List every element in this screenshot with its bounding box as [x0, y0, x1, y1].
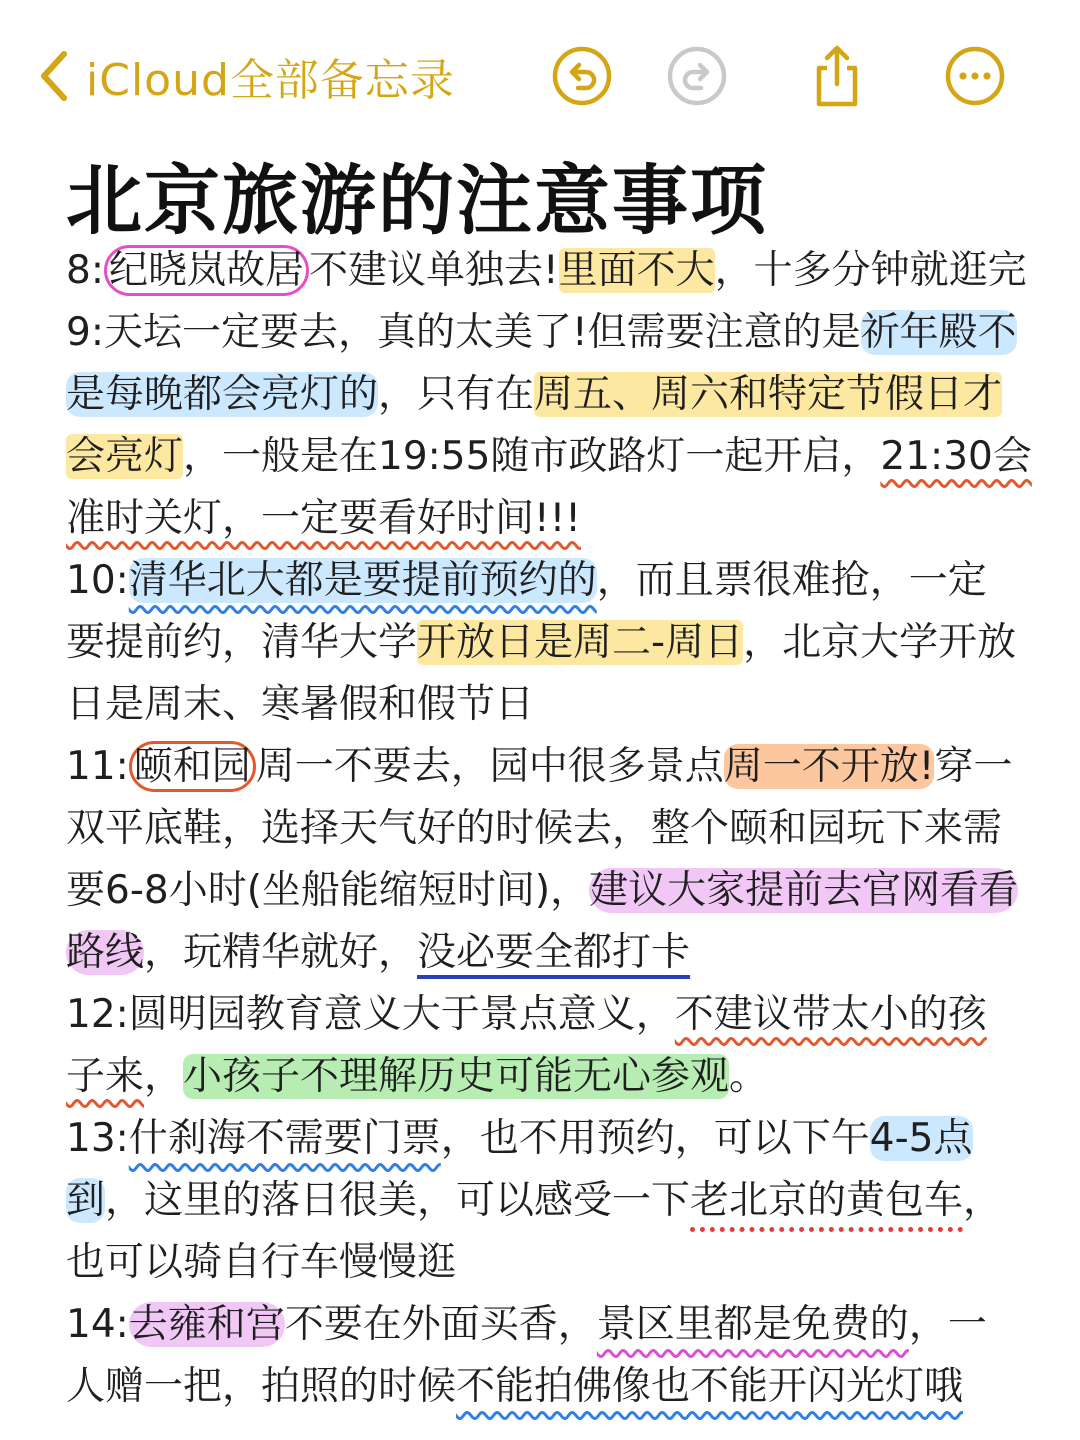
note-line — [66, 488, 1026, 550]
back-label: iCloud全部备忘录 — [86, 55, 455, 106]
note-line — [66, 984, 1026, 1046]
highlight-yellow: 开放日是周二-周日 — [417, 620, 744, 665]
undo-icon — [550, 44, 614, 108]
note-line — [66, 1046, 1026, 1108]
note-line — [66, 1170, 1026, 1232]
note-line — [66, 550, 1026, 612]
highlight-blue: 4-5点 — [869, 1116, 973, 1161]
text-span: ，这里的落日很美，可以感受一下 — [105, 1178, 691, 1223]
more-icon — [943, 44, 1007, 108]
text-span: ， — [963, 1178, 1003, 1223]
text-span: ，十多分钟就逛完 — [714, 248, 1027, 293]
highlight-blue: 是每晚都会亮灯的 — [66, 372, 379, 417]
wavy-underline-text: 21:30会 — [880, 434, 1032, 479]
note-body[interactable] — [66, 240, 1032, 1418]
text-span: 8: — [66, 248, 104, 293]
note-line — [66, 674, 1026, 736]
note-line — [66, 1232, 1026, 1294]
more-button[interactable] — [943, 44, 1007, 108]
highlight-yellow: 周五、周六和特定节假日才 — [534, 372, 1003, 417]
dotted-underline-text: 老北京的黄包车 — [690, 1178, 964, 1223]
text-span: 10: — [66, 558, 129, 603]
note-line — [66, 860, 1026, 922]
text-span: 。 — [729, 1054, 769, 1099]
text-span: 13: — [66, 1116, 129, 1161]
text-span: ，玩精华就好， — [144, 930, 418, 975]
text-span: 9:天坛一定要去，真的太美了!但需要注意的是 — [66, 310, 861, 355]
redo-button[interactable] — [665, 44, 729, 108]
note-line — [66, 736, 1026, 798]
wavy-underline-text: 什刹海不需要门票 — [128, 1116, 441, 1161]
redo-icon — [665, 44, 729, 108]
highlight-purple: 去雍和宫 — [128, 1302, 285, 1347]
text-span: ， — [144, 1054, 184, 1099]
wavy-underline-text: 不能拍佛像也不能开闪光灯哦 — [456, 1364, 964, 1409]
wavy-underline-text: 子来 — [66, 1054, 145, 1099]
highlight-orange: 周一不开放! — [723, 744, 935, 789]
text-span: 也可以骑自行车慢慢逛 — [66, 1240, 457, 1285]
text-span: 12:圆明园教育意义大于景点意义， — [66, 992, 675, 1037]
note-line — [66, 302, 1026, 364]
note-line — [66, 1108, 1026, 1170]
chevron-left-icon — [34, 46, 74, 106]
text-span: 穿一 — [934, 744, 1013, 789]
note-line — [66, 1294, 1026, 1356]
note-title[interactable]: 北京旅游的注意事项 — [66, 156, 768, 245]
text-span: 要6-8小时(坐船能缩短时间)， — [66, 868, 590, 913]
note-line — [66, 1356, 1026, 1418]
back-button[interactable] — [34, 44, 455, 108]
note-line — [66, 798, 1026, 860]
highlight-green: 小孩子不理解历史可能无心参观 — [183, 1054, 730, 1099]
underlined-text: 没必要全都打卡 — [417, 930, 691, 975]
circled-text: 颐和园 — [129, 741, 256, 792]
note-line — [66, 364, 1026, 426]
highlight-yellow: 会亮灯 — [66, 434, 184, 479]
text-span: ，只有在 — [378, 372, 535, 417]
note-line — [66, 240, 1026, 302]
text-span: ，而且票很难抢，一定 — [596, 558, 987, 603]
highlight-blue: 到 — [66, 1178, 106, 1223]
text-span: ，一般是在19:55随市政路灯一起开启， — [183, 434, 881, 479]
circled-text: 纪晓岚故居 — [104, 245, 309, 296]
highlight-blue: 祈年殿不 — [860, 310, 1017, 355]
text-span: 11: — [66, 744, 129, 789]
text-span: 不建议单独去! — [308, 248, 559, 293]
text-span: 周一不要去，园中很多景点 — [255, 744, 724, 789]
text-span: 14: — [66, 1302, 129, 1347]
text-span: ，一 — [908, 1302, 987, 1347]
text-span: ，也不用预约，可以下午 — [440, 1116, 870, 1161]
text-span: 日是周末、寒暑假和假节日 — [66, 682, 535, 727]
undo-button[interactable] — [550, 44, 614, 108]
highlight-purple: 路线 — [66, 930, 145, 975]
text-span: 双平底鞋，选择天气好的时候去，整个颐和园玩下来需 — [66, 806, 1003, 851]
text-span: ，北京大学开放 — [743, 620, 1017, 665]
text-span: 不要在外面买香， — [284, 1302, 597, 1347]
share-button[interactable] — [805, 44, 869, 108]
note-line — [66, 426, 1032, 488]
share-icon — [805, 44, 869, 108]
text-span: 人赠一把，拍照的时候 — [66, 1364, 457, 1409]
highlight-purple: 建议大家提前去官网看看 — [589, 868, 1019, 913]
text-span: 要提前约，清华大学 — [66, 620, 418, 665]
highlight-yellow: 里面不大 — [558, 248, 715, 293]
wavy-underline-text: 景区里都是免费的 — [596, 1302, 909, 1347]
note-line — [66, 922, 1026, 984]
wavy-underline-text: 准时关灯，一定要看好时间!!! — [66, 496, 581, 541]
wavy-underline-text: 不建议带太小的孩 — [674, 992, 987, 1037]
toolbar — [0, 0, 1080, 150]
note-line — [66, 612, 1026, 674]
highlight-blue: 清华北大都是要提前预约的 — [128, 558, 597, 603]
